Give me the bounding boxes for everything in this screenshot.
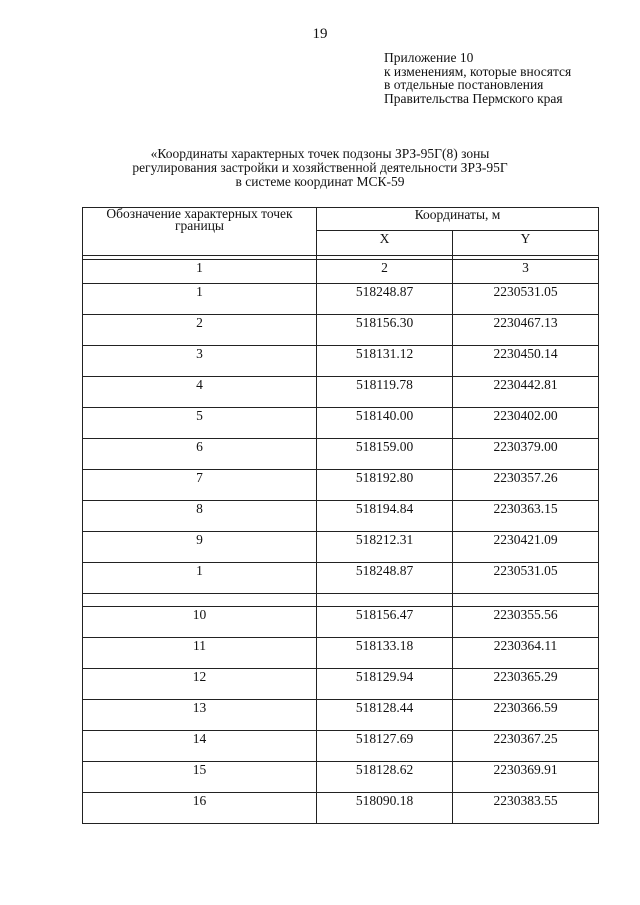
point-cell: 1 <box>83 563 317 594</box>
title-line: в системе координат МСК-59 <box>235 174 405 189</box>
column-number-cell: 1 <box>83 260 317 284</box>
table-row <box>83 501 599 532</box>
y-cell: 2230383.55 <box>453 793 599 824</box>
column-number-cell: 3 <box>453 260 599 284</box>
point-cell: 14 <box>83 731 317 762</box>
table-row <box>83 731 599 762</box>
y-cell: 2230365.29 <box>453 669 599 700</box>
column-number-cell: 2 <box>317 260 453 284</box>
point-cell: 15 <box>83 762 317 793</box>
x-cell: 518131.12 <box>317 346 453 377</box>
title-line: регулирования застройки и хозяйственной деятельности ЗРЗ-95Г <box>132 160 508 175</box>
x-cell: 518129.94 <box>317 669 453 700</box>
x-cell: 518140.00 <box>317 408 453 439</box>
table-row <box>83 315 599 346</box>
column-number-row <box>83 260 599 284</box>
point-cell: 6 <box>83 439 317 470</box>
table-row <box>83 408 599 439</box>
coordinates-table <box>82 207 599 824</box>
appendix-block <box>384 51 571 105</box>
table-row <box>83 284 599 315</box>
table-row <box>83 346 599 377</box>
table-row <box>83 439 599 470</box>
point-cell: 7 <box>83 470 317 501</box>
x-cell: 518159.00 <box>317 439 453 470</box>
document-title <box>0 147 640 189</box>
table-row <box>83 470 599 501</box>
x-cell: 518127.69 <box>317 731 453 762</box>
point-cell: 3 <box>83 346 317 377</box>
x-cell: 518090.18 <box>317 793 453 824</box>
y-cell: 2230402.00 <box>453 408 599 439</box>
table-row <box>83 793 599 824</box>
x-cell: 518133.18 <box>317 638 453 669</box>
table-row <box>83 377 599 408</box>
y-cell: 2230366.59 <box>453 700 599 731</box>
point-cell: 11 <box>83 638 317 669</box>
point-cell: 1 <box>83 284 317 315</box>
table-row <box>83 700 599 731</box>
x-cell: 518156.30 <box>317 315 453 346</box>
y-cell: 2230379.00 <box>453 439 599 470</box>
point-cell: 2 <box>83 315 317 346</box>
y-cell: 2230450.14 <box>453 346 599 377</box>
x-cell: 518212.31 <box>317 532 453 563</box>
point-cell: 8 <box>83 501 317 532</box>
y-column-header: Y <box>453 231 599 256</box>
point-cell: 5 <box>83 408 317 439</box>
coordinates-header: Координаты, м <box>317 208 599 231</box>
separator-cell <box>453 594 599 607</box>
table-row <box>83 607 599 638</box>
point-cell: 13 <box>83 700 317 731</box>
separator-cell <box>317 594 453 607</box>
x-cell: 518248.87 <box>317 284 453 315</box>
y-cell: 2230369.91 <box>453 762 599 793</box>
y-cell: 2230531.05 <box>453 284 599 315</box>
appendix-line: в отдельные постановления <box>384 77 544 92</box>
y-cell: 2230421.09 <box>453 532 599 563</box>
y-cell: 2230357.26 <box>453 470 599 501</box>
x-column-header: X <box>317 231 453 256</box>
x-cell: 518194.84 <box>317 501 453 532</box>
x-cell: 518128.44 <box>317 700 453 731</box>
point-cell: 4 <box>83 377 317 408</box>
appendix-line: Правительства Пермского края <box>384 90 563 106</box>
x-cell: 518128.62 <box>317 762 453 793</box>
point-cell: 10 <box>83 607 317 638</box>
appendix-line: к изменениям, которые вносятся <box>384 63 572 79</box>
table-row <box>83 532 599 563</box>
x-cell: 518248.87 <box>317 563 453 594</box>
table-row <box>83 669 599 700</box>
point-cell: 12 <box>83 669 317 700</box>
separator-cell <box>83 594 317 607</box>
title-line: «Координаты характерных точек подзоны ЗРЗ-95Г(8) зоны <box>150 146 490 161</box>
point-cell: 16 <box>83 793 317 824</box>
y-cell: 2230467.13 <box>453 315 599 346</box>
x-cell: 518192.80 <box>317 470 453 501</box>
table-row <box>83 762 599 793</box>
y-cell: 2230442.81 <box>453 377 599 408</box>
y-cell: 2230363.15 <box>453 501 599 532</box>
y-cell: 2230531.05 <box>453 563 599 594</box>
y-cell: 2230364.11 <box>453 638 599 669</box>
separator-row <box>83 594 599 607</box>
y-cell: 2230367.25 <box>453 731 599 762</box>
table-row <box>83 563 599 594</box>
x-cell: 518156.47 <box>317 607 453 638</box>
point-cell: 9 <box>83 532 317 563</box>
x-cell: 518119.78 <box>317 377 453 408</box>
table-row <box>83 638 599 669</box>
point-designation-header: Обозначение характерных точек границы <box>83 208 317 256</box>
appendix-line: Приложение 10 <box>384 50 474 65</box>
y-cell: 2230355.56 <box>453 607 599 638</box>
page-number: 19 <box>312 26 328 42</box>
